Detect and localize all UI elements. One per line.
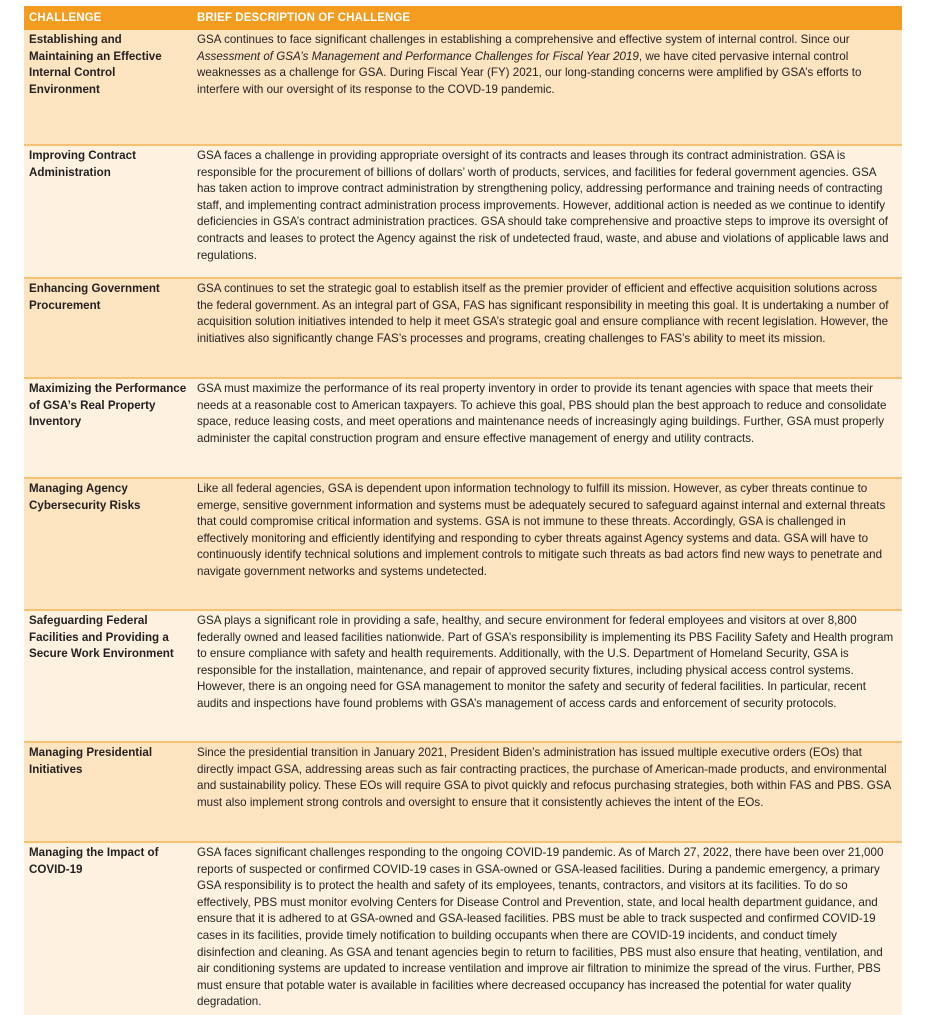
description-text: GSA continues to face significant challenges in establishing a comprehensive and effective system of internal control. Since our: [197, 33, 850, 46]
table-row: [24, 478, 902, 610]
challenge-description: [191, 30, 902, 145]
description-text: , we have cited pervasive internal control weaknesses as a challenge for GSA. During Fiscal Year (FY) 2021, our long-standing concerns were amplified by GSA’s efforts to interfere with our oversight of its response to the COVD-19 pandemic.: [197, 49, 862, 96]
report-title-italic: Assessment of GSA’s Management and Performance Challenges for Fiscal Year 2019: [197, 49, 639, 63]
challenge-description: GSA faces a challenge in providing appropriate oversight of its contracts and leases through its contract administration. GSA is responsible for the procurement of billions of dollars’ worth of products, services, and facilities for federal government agencies. GSA has taken action to improve contract administration by strengthening policy, addressing performance and training needs of contracting staff, and implementing contract administration process improvements. However, additional action is needed as we continue to identify deficiencies in GSA’s contract administration practices. GSA should take comprehensive and proactive steps to improve its oversight of contracts and leases to protect the Agency against the risk of undetected fraud, waste, and abuse and violations of applicable laws and regulations.: [191, 145, 902, 278]
table-row: [24, 30, 902, 145]
challenge-description: Since the presidential transition in January 2021, President Biden’s administration has issued multiple executive orders (EOs) that directly impact GSA, addressing areas such as fair contracting practices, the purchase of American-made products, and environmental and sustainability policy. These EOs will require GSA to pivot quickly and refocus purchasing strategies, both within FAS and PBS. GSA must also implement strong controls and oversight to ensure that it consistently achieves the intent of the EOs.: [191, 742, 902, 842]
header-challenge: CHALLENGE: [24, 6, 191, 30]
challenge-name: Managing the Impact of COVID-19: [24, 842, 191, 1015]
challenge-description: GSA continues to set the strategic goal to establish itself as the premier provider of efficient and effective acquisition solutions across the federal government. As an integral part of GSA, FAS has significant responsibility in meeting this goal. It is undertaking a number of acquisition solution initiatives intended to help it meet GSA’s strategic goal and ensure compliance with recent legislation. However, the initiatives also significantly change FAS’s processes and programs, creating challenges to FAS’s ability to meet its mission.: [191, 278, 902, 378]
table-row: [24, 278, 902, 378]
challenges-table: [24, 6, 902, 1015]
challenge-name: Improving Contract Administration: [24, 145, 191, 278]
challenge-description: GSA plays a significant role in providing a safe, healthy, and secure environment for federal employees and visitors at over 8,800 federally owned and leased facilities nationwide. Part of GSA’s responsibility is implementing its PBS Facility Safety and Health program to ensure compliance with safety and health requirements. Additionally, with the U.S. Department of Homeland Security, GSA is responsible for the installation, maintenance, and repair of approved security fixtures, including physical access control systems. However, there is an ongoing need for GSA management to monitor the safety and security of federal facilities. In particular, recent audits and inspections have found problems with GSA’s management of access cards and enforcement of security protocols.: [191, 610, 902, 742]
table-row: [24, 610, 902, 742]
table-header-row: [24, 6, 902, 30]
table-row: [24, 742, 902, 842]
challenge-description: Like all federal agencies, GSA is dependent upon information technology to fulfill its mission. However, as cyber threats continue to emerge, sensitive government information and systems must be adequately secured to safeguard against internal and external threats that could compromise critical information and systems. GSA is not immune to these threats. Accordingly, GSA is challenged in effectively monitoring and efficiently identifying and responding to cyber threats against Agency systems and data. GSA will have to continuously identify technical solutions and implement controls to mitigate such threats as bad actors find new ways to penetrate and navigate government networks and systems undetected.: [191, 478, 902, 610]
table-row: [24, 378, 902, 478]
challenge-description: GSA must maximize the performance of its real property inventory in order to provide its tenant agencies with space that meets their needs at a reasonable cost to American taxpayers. To achieve this goal, PBS should plan the best approach to reduce and consolidate space, reduce leasing costs, and meet operations and maintenance needs of increasingly aging buildings. Further, GSA must properly administer the capital construction program and ensure effective management of energy and utility contracts.: [191, 378, 902, 478]
challenge-name: Establishing and Maintaining an Effective Internal Control Environment: [24, 30, 191, 145]
challenge-name: Safeguarding Federal Facilities and Providing a Secure Work Environment: [24, 610, 191, 742]
table-row: [24, 842, 902, 1015]
challenge-name: Maximizing the Performance of GSA’s Real Property Inventory: [24, 378, 191, 478]
header-description: BRIEF DESCRIPTION OF CHALLENGE: [191, 6, 902, 30]
challenge-name: Managing Presidential Initiatives: [24, 742, 191, 842]
table-row: [24, 145, 902, 278]
challenge-description: GSA faces significant challenges responding to the ongoing COVID-19 pandemic. As of March 27, 2022, there have been over 21,000 reports of suspected or confirmed COVID-19 cases in GSA-owned or GSA-leased facilities. During a pandemic emergency, a primary GSA responsibility is to protect the health and safety of its employees, tenants, contractors, and visitors at its facilities. To do so effectively, PBS must monitor evolving Centers for Disease Control and Prevention, state, and local health department guidance, and ensure that it is adhered to at GSA-owned and GSA-leased facilities. PBS must be able to track suspected and confirmed COVID-19 cases in its facilities, provide timely notification to building occupants when there are COVID-19 incidents, and conduct timely disinfection and cleaning. As GSA and tenant agencies begin to return to facilities, PBS must also ensure that heating, ventilation, and air conditioning systems are updated to increase ventilation and improve air filtration to minimize the spread of the virus. Further, PBS must ensure that potable water is available in facilities where decreased occupancy has increased the potential for water quality degradation.: [191, 842, 902, 1015]
challenge-name: Managing Agency Cybersecurity Risks: [24, 478, 191, 610]
challenge-name: Enhancing Government Procurement: [24, 278, 191, 378]
